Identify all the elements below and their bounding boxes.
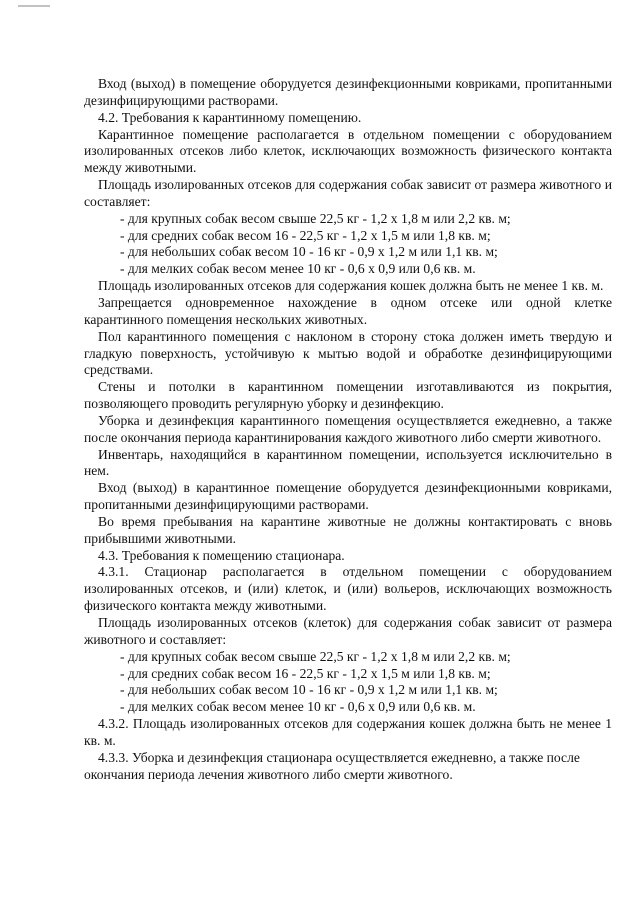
paragraph: Площадь изолированных отсеков (клеток) для содержания собак зависит от размера животного и составляет: xyxy=(84,615,612,647)
list-item: - для небольших собак весом 10 - 16 кг - 0,9 х 1,2 м или 1,1 кв. м; xyxy=(120,682,498,698)
list-item: - для мелких собак весом менее 10 кг - 0,6 х 0,9 или 0,6 кв. м. xyxy=(120,699,476,715)
paragraph: Пол карантинного помещения с наклоном в сторону стока должен иметь твердую и гладкую поверхность, устойчивую к мытью водой и обработке дезинфицирующими средствами. xyxy=(84,328,612,378)
size-list xyxy=(84,649,612,716)
paragraph: Уборка и дезинфекция карантинного помещения осуществляется ежедневно, а также после окончания периода карантинирования каждого животного либо смерти животного. xyxy=(84,412,612,445)
paragraph: Карантинное помещение располагается в отдельном помещении с оборудованием изолированных отсеков либо клеток, исключающих возможность физического контакта между животными. xyxy=(84,126,612,176)
document-body xyxy=(84,76,612,783)
paragraph: 4.3.2. Площадь изолированных отсеков для содержания кошек должна быть не менее 1 кв. м. xyxy=(84,716,612,748)
scan-artifact xyxy=(18,0,50,7)
paragraph: Вход (выход) в карантинное помещение оборудуется дезинфекционными ковриками, пропитанными дезинфицирующими растворами. xyxy=(84,480,612,513)
list-item: - для крупных собак весом свыше 22,5 кг - 1,2 х 1,8 м или 2,2 кв. м; xyxy=(120,210,511,226)
list-item: - для средних собак весом 16 - 22,5 кг - 1,2 х 1,5 м или 1,8 кв. м; xyxy=(120,227,491,243)
list-item: - для небольших собак весом 10 - 16 кг - 0,9 х 1,2 м или 1,1 кв. м; xyxy=(120,244,498,260)
list-item: - для средних собак весом 16 - 22,5 кг - 1,2 х 1,5 м или 1,8 кв. м; xyxy=(120,665,491,681)
paragraph: Площадь изолированных отсеков для содержания кошек должна быть не менее 1 кв. м. xyxy=(98,278,604,294)
size-list xyxy=(84,211,612,278)
paragraph: 4.3. Требования к помещению стационара. xyxy=(98,547,345,563)
list-item: - для крупных собак весом свыше 22,5 кг - 1,2 х 1,8 м или 2,2 кв. м; xyxy=(120,648,511,664)
paragraph: 4.3.1. Стационар располагается в отдельном помещении с оборудованием изолированных отсеков, и (или) клеток, и (или) вольеров, исключающих возможность физического контакта между животными. xyxy=(84,564,612,614)
paragraph: 4.2. Требования к карантинному помещению. xyxy=(98,109,362,125)
paragraph: Инвентарь, находящийся в карантинном помещении, используется исключительно в нем. xyxy=(84,446,612,479)
paragraph: Во время пребывания на карантине животные не должны контактировать с вновь прибывшими животными. xyxy=(84,513,612,546)
paragraph: Стены и потолки в карантинном помещении изготавливаются из покрытия, позволяющего проводить регулярную уборку и дезинфекцию. xyxy=(84,379,612,412)
list-item: - для мелких собак весом менее 10 кг - 0,6 х 0,9 или 0,6 кв. м. xyxy=(120,261,476,277)
paragraph: Запрещается одновременное нахождение в одном отсеке или одной клетке карантинного помещения нескольких животных. xyxy=(84,294,612,327)
paragraph: Вход (выход) в помещение оборудуется дезинфекционными ковриками, пропитанными дезинфицирующими растворами. xyxy=(84,76,612,108)
paragraph: 4.3.3. Уборка и дезинфекция стационара осуществляется ежедневно, а также после окончания периода лечения животного либо смерти животного. xyxy=(84,749,580,782)
paragraph: Площадь изолированных отсеков для содержания собак зависит от размера животного и составляет: xyxy=(84,177,612,209)
